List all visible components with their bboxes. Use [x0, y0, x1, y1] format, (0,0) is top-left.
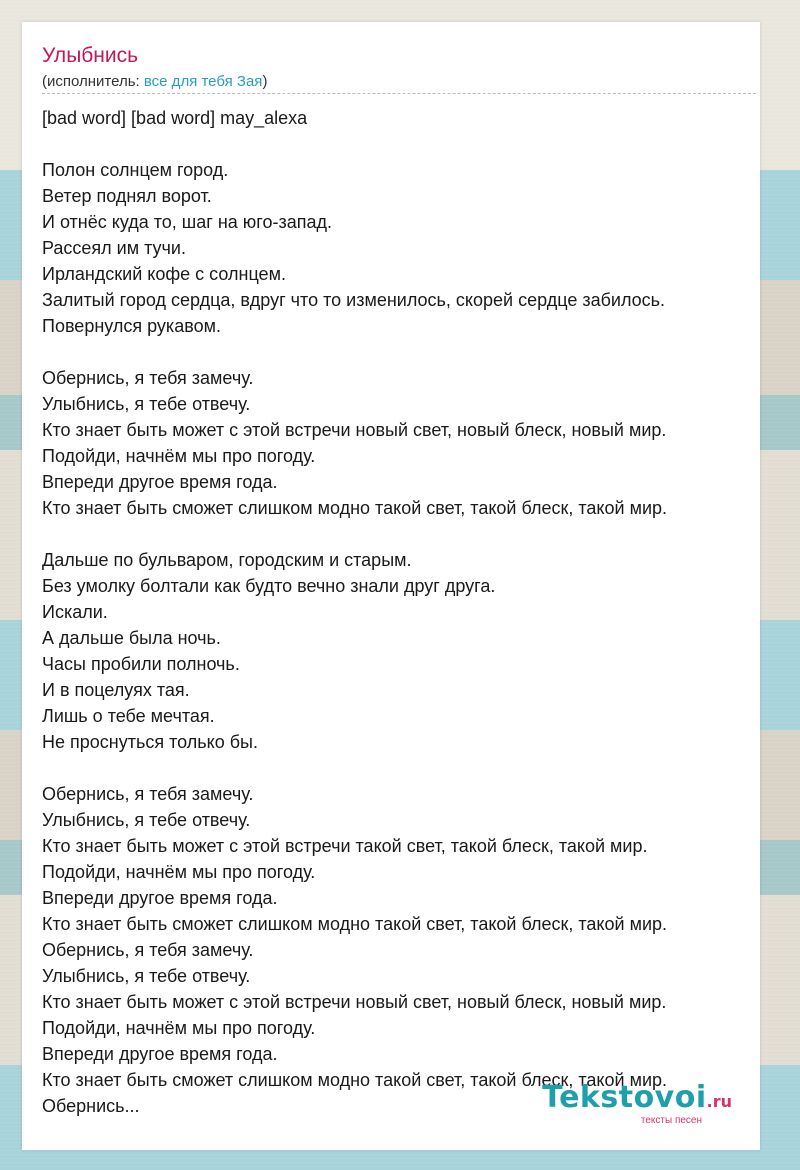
lyric-line: Залитый город сердца, вдруг что то изменилось, скорей сердце забилось.	[42, 290, 666, 310]
lyric-line: Обернись, я тебя замечу.	[42, 368, 254, 388]
site-logo[interactable]	[542, 1082, 732, 1126]
lyric-line: Обернись...	[42, 1096, 140, 1116]
lyric-line: Улыбнись, я тебе отвечу.	[42, 966, 251, 986]
lyric-line: Обернись, я тебя замечу.	[42, 940, 254, 960]
lyric-line: Кто знает быть может с этой встречи новый свет, новый блеск, новый мир.	[42, 992, 667, 1012]
lyric-line: Впереди другое время года.	[42, 888, 278, 908]
lyric-line: Подойди, начнём мы про погоду.	[42, 1018, 316, 1038]
lyric-line: Кто знает быть сможет слишком модно такой свет, такой блеск, такой мир.	[42, 914, 668, 934]
lyrics-text	[42, 105, 756, 1119]
artist-link[interactable]: все для тебя Зая	[143, 73, 263, 90]
lyric-line: Часы пробили полночь.	[42, 654, 240, 674]
lyric-line: Впереди другое время года.	[42, 1044, 278, 1064]
artist-prefix: (исполнитель:	[42, 73, 144, 90]
lyric-line: Улыбнись, я тебе отвечу.	[42, 394, 251, 414]
lyric-line: Кто знает быть сможет слишком модно такой свет, такой блеск, такой мир.	[42, 1070, 668, 1090]
divider	[42, 93, 756, 94]
lyric-line: А дальше была ночь.	[42, 628, 221, 648]
lyric-line: Ирландский кофе с солнцем.	[42, 264, 286, 284]
lyric-line: Подойди, начнём мы про погоду.	[42, 862, 316, 882]
lyrics-card	[22, 22, 760, 1150]
logo-tld: .ru	[706, 1092, 732, 1111]
stanza-break	[42, 521, 756, 547]
logo-name: Tekstovoi	[542, 1080, 707, 1115]
lyric-line: Обернись, я тебя замечу.	[42, 784, 254, 804]
lyric-line: И отнёс куда то, шаг на юго-запад.	[42, 212, 332, 232]
lyric-line: Искали.	[42, 602, 108, 622]
logo-wordmark	[542, 1082, 732, 1118]
lyric-line: Дальше по бульваром, городским и старым.	[42, 550, 412, 570]
lyric-line: Впереди другое время года.	[42, 472, 278, 492]
lyric-line: Ветер поднял ворот.	[42, 186, 212, 206]
lyric-line: И в поцелуях тая.	[42, 680, 190, 700]
artist-line	[42, 72, 267, 92]
lyric-line: Полон солнцем город.	[42, 160, 229, 180]
lyric-line: Лишь о тебе мечтая.	[42, 706, 215, 726]
lyric-line: Кто знает быть может с этой встречи новый свет, новый блеск, новый мир.	[42, 420, 667, 440]
lyric-line: [bad word] [bad word] may_alexa	[42, 108, 308, 128]
stanza-break	[42, 131, 756, 157]
artist-suffix: )	[262, 73, 268, 90]
lyric-line: Кто знает быть может с этой встречи такой свет, такой блеск, такой мир.	[42, 836, 648, 856]
lyric-line: Подойди, начнём мы про погоду.	[42, 446, 316, 466]
song-title: Улыбнись	[42, 44, 139, 67]
lyric-line: Кто знает быть сможет слишком модно такой свет, такой блеск, такой мир.	[42, 498, 668, 518]
logo-tagline: тексты песен	[640, 1115, 702, 1126]
stanza-break	[42, 339, 756, 365]
lyric-line: Улыбнись, я тебе отвечу.	[42, 810, 251, 830]
lyric-line: Без умолку болтали как будто вечно знали друг друга.	[42, 576, 496, 596]
lyric-line: Повернулся рукавом.	[42, 316, 221, 336]
lyric-line: Рассеял им тучи.	[42, 238, 186, 258]
stanza-break	[42, 755, 756, 781]
lyric-line: Не проснуться только бы.	[42, 732, 258, 752]
